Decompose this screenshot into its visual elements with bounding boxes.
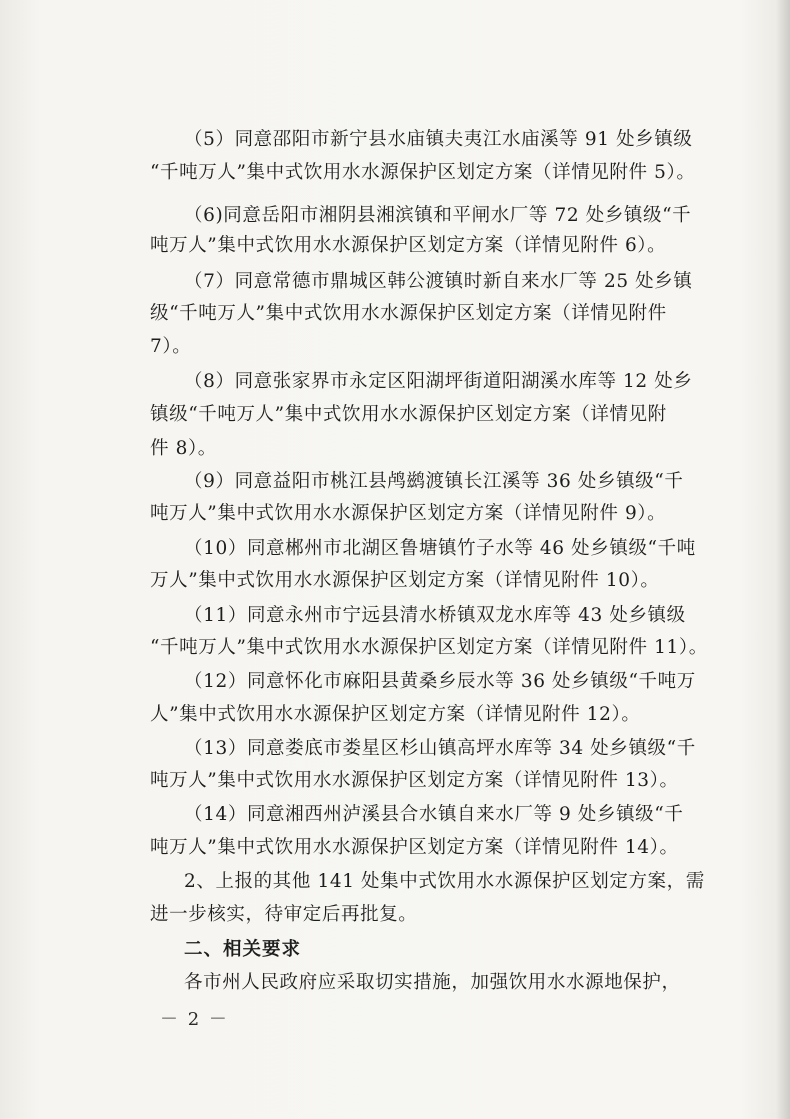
text-line: 吨万人”集中式饮用水水源保护区划定方案（详情见附件 13）。 (150, 770, 679, 791)
text-line: 件 8）。 (150, 438, 217, 459)
text-line: “千吨万人”集中式饮用水水源保护区划定方案（详情见附件 11）。 (150, 637, 708, 658)
text-line: （12）同意怀化市麻阳县黄桑乡辰水等 36 处乡镇级“千吨万 (184, 671, 696, 692)
text-line: 2、上报的其他 141 处集中式饮用水水源保护区划定方案，需 (184, 871, 705, 892)
text-line: （5）同意邵阳市新宁县水庙镇夫夷江水庙溪等 91 处乡镇级 (184, 129, 693, 150)
text-line: 万人”集中式饮用水水源保护区划定方案（详情见附件 10）。 (150, 570, 660, 591)
page-number: － 2 － (160, 1009, 229, 1030)
text-line: 镇级“千吨万人”集中式饮用水水源保护区划定方案（详情见附 (150, 404, 667, 425)
text-line: 吨万人”集中式饮用水水源保护区划定方案（详情见附件 6）。 (150, 235, 667, 256)
page-edge-shadow (776, 0, 790, 1119)
text-line: （7）同意常德市鼎城区韩公渡镇时新自来水厂等 25 处乡镇 (184, 271, 693, 292)
text-line: 7）。 (150, 336, 192, 357)
text-line: 进一步核实，待审定后再批复。 (150, 904, 418, 925)
text-line: （11）同意永州市宁远县清水桥镇双龙水库等 43 处乡镇级 (184, 605, 686, 626)
text-line: （8）同意张家界市永定区阳湖坪街道阳湖溪水库等 12 处乡 (184, 371, 693, 392)
text-line: （13）同意娄底市娄星区杉山镇高坪水库等 34 处乡镇级“千 (184, 738, 696, 759)
text-line: 吨万人”集中式饮用水水源保护区划定方案（详情见附件 14）。 (150, 837, 679, 858)
text-line: 级“千吨万人”集中式饮用水水源保护区划定方案（详情见附件 (150, 303, 667, 324)
text-line: （10）同意郴州市北湖区鲁塘镇竹子水等 46 处乡镇级“千吨 (184, 538, 696, 559)
text-line: （14）同意湘西州泸溪县合水镇自来水厂等 9 处乡镇级“千 (184, 804, 684, 825)
text-line: 人”集中式饮用水水源保护区划定方案（详情见附件 12）。 (150, 704, 641, 725)
text-line: 各市州人民政府应采取切实措施，加强饮用水水源地保护， (184, 972, 681, 993)
section-heading: 二、相关要求 (184, 939, 302, 960)
text-line: （6)同意岳阳市湘阴县湘滨镇和平闸水厂等 72 处乡镇级“千 (184, 205, 692, 226)
text-line: （9）同意益阳市桃江县鸬鹚渡镇长江溪等 36 处乡镇级“千 (184, 471, 684, 492)
text-line: 吨万人”集中式饮用水水源保护区划定方案（详情见附件 9）。 (150, 503, 667, 524)
text-line: “千吨万人”集中式饮用水水源保护区划定方案（详情见附件 5）。 (150, 162, 696, 183)
